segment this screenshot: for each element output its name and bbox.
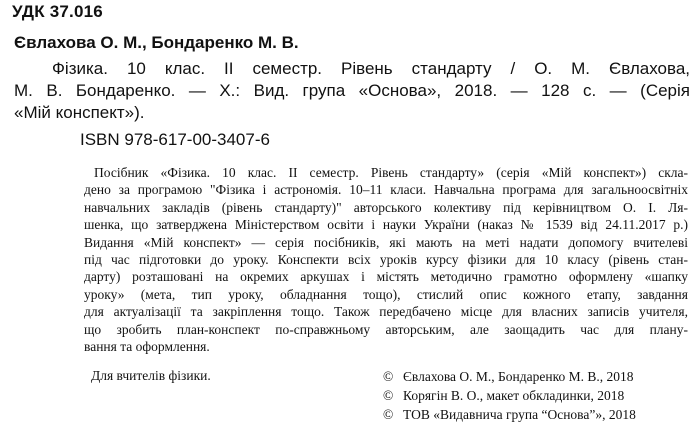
annotation-paragraph [84, 164, 688, 355]
annotation-line: вання та оформлення. [84, 339, 210, 355]
annotation-line: навчальних закладів (рівень стандарту)" авторського колективу під керівництвом О. І. Ля- [84, 199, 688, 215]
biblio-line: «Мій конспект»). [14, 103, 145, 122]
copyright-line [383, 386, 636, 405]
udk-code: УДК 37.016 [12, 2, 103, 21]
copyright-text: ТОВ «Видавнича група “Основа”», 2018 [403, 407, 636, 422]
bibliographic-description [14, 58, 690, 124]
annotation-line: уроку» (мета, тип уроку, обладнання тощо), стислий опис кожного етапу, завдання [84, 286, 688, 302]
copyright-icon: © [383, 369, 394, 384]
copyright-line [383, 367, 636, 386]
biblio-line: М. В. Бондаренко. — Х.: Вид. група «Основа», 2018. — 128 с. — (Серія [14, 81, 690, 100]
annotation-line: дарту) розташовані на окремих аркушах і містять методично грамотно оформлену «шапку [84, 269, 688, 285]
copyright-text: Євлахова О. М., Бондаренко М. В., 2018 [403, 369, 634, 384]
copyright-line [383, 405, 636, 424]
copyright-block [383, 367, 636, 424]
biblio-line: Фізика. 10 клас. II семестр. Рівень стандарту / О. М. Євлахова, [52, 59, 690, 78]
annotation-line: під час підготовки до уроку. Конспекти всіх уроків курсу фізики для 10 класу (рівень стан- [84, 252, 688, 268]
annotation-line: шенка, що затверджена Міністерством освіти і науки України (наказ № 1539 від 24.11.2017 р.) [84, 217, 688, 233]
annotation-line: що зробить план-конспект по-справжньому авторським, але заощадить час для плану- [84, 321, 688, 337]
copyright-icon: © [383, 388, 394, 403]
annotation-line: дено за програмою "Фізика і астрономія. 10–11 класи. Навчальна програма для загальноосвітніх [84, 182, 688, 198]
annotation-line: Видання «Мій конспект» — серія посібників, які мають на меті надати допомогу вчителеві [84, 234, 688, 250]
annotation-line: для актуалізації та закріплення тощо. Також передбачено місце для власних записів учителя, [84, 304, 688, 320]
authors-heading: Євлахова О. М., Бондаренко М. В. [14, 33, 299, 52]
isbn-number: ISBN 978-617-00-3407-6 [80, 130, 270, 149]
target-audience: Для вчителів фізики. [91, 368, 211, 383]
annotation-line: Посібник «Фізика. 10 клас. II семестр. Рівень стандарту» (серія «Мій конспект») скла- [94, 165, 688, 180]
copyright-text: Корягін В. О., макет обкладинки, 2018 [403, 388, 625, 403]
copyright-icon: © [383, 407, 394, 422]
